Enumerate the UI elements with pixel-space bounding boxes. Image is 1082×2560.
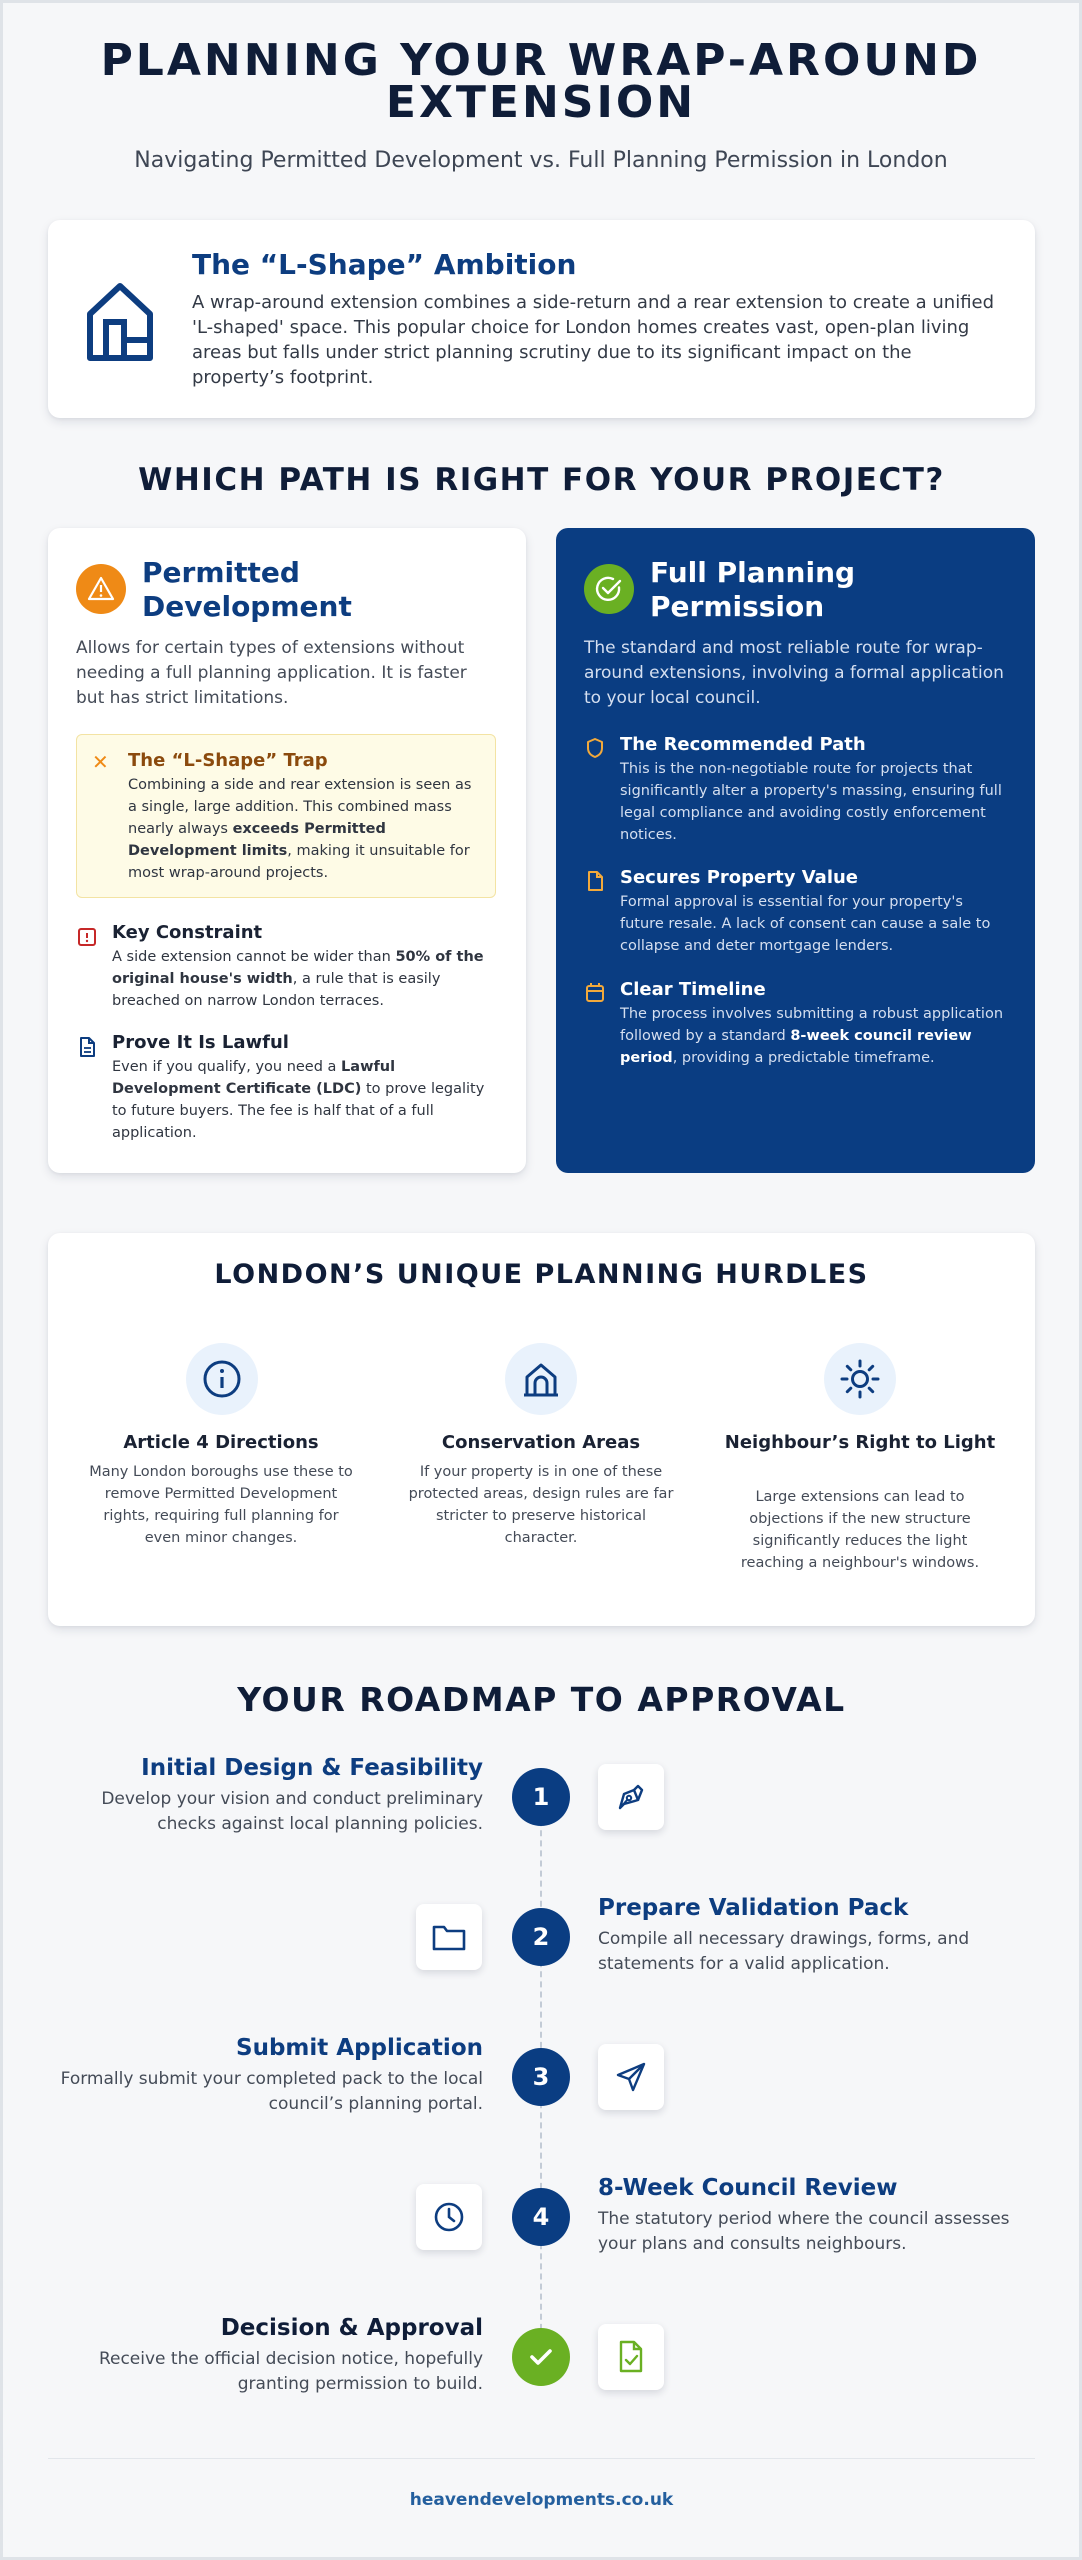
property-value-text: Formal approval is essential for your property's future resale. A lack of consent can cause a sale to collapse and deter mortgage lenders.	[620, 894, 991, 954]
check-circle-icon	[584, 564, 634, 614]
step-number-badge: 2	[512, 1908, 570, 1966]
step-text: Compile all necessary drawings, forms, and statements for a valid application.	[598, 1929, 970, 1974]
hurdle-title: Article 4 Directions	[123, 1432, 319, 1453]
hurdle-text: Large extensions can lead to objections if the new structure significantly reduces the light reaching a neighbour's windows.	[740, 1489, 980, 1571]
clear-timeline-text: The process involves submitting a robust application followed by a standard 8-week council review period, providing a predictable timeframe.	[620, 1006, 1004, 1066]
page-title: PLANNING YOUR WRAP-AROUND EXTENSION	[100, 35, 982, 128]
document-icon	[76, 1036, 98, 1058]
step-title: Initial Design & Feasibility	[141, 1755, 483, 1781]
recommended-path-text: This is the non-negotiable route for projects that significantly alter a property's massing, ensuring full legal compliance and avoiding costly enforcement notices.	[620, 761, 1002, 843]
key-constraint-heading: Key Constraint	[112, 922, 263, 943]
sun-icon	[824, 1343, 896, 1415]
file-icon	[584, 870, 606, 892]
step-text: Develop your vision and conduct preliminary checks against local planning policies.	[101, 1789, 483, 1834]
intro-heading: The “L-Shape” Ambition	[192, 248, 577, 281]
permitted-development-heading: Permitted Development	[142, 556, 352, 623]
hurdle-title: Conservation Areas	[441, 1432, 641, 1453]
full-planning-card	[556, 528, 1035, 1173]
hurdle-text: Many London boroughs use these to remove Permitted Development rights, requiring full planning for even minor changes.	[89, 1464, 353, 1546]
step-number-badge: 1	[512, 1768, 570, 1826]
key-constraint-text: A side extension cannot be wider than 50% of the original house's width, a rule that is easily breached on narrow London terraces.	[112, 949, 484, 1009]
property-value-heading: Secures Property Value	[620, 867, 859, 888]
check-icon	[512, 2328, 570, 2386]
step-title: Prepare Validation Pack	[598, 1895, 909, 1921]
pen-tool-icon	[598, 1764, 664, 1830]
warning-icon	[76, 564, 126, 614]
send-icon	[598, 2044, 664, 2110]
arch-icon	[505, 1343, 577, 1415]
trap-heading: The “L-Shape” Trap	[128, 750, 328, 771]
clear-timeline-heading: Clear Timeline	[620, 979, 766, 1000]
step-title: 8-Week Council Review	[598, 2175, 898, 2201]
alert-square-icon	[76, 926, 98, 948]
clock-icon	[416, 2184, 482, 2250]
hurdle-title: Neighbour’s Right to Light	[724, 1432, 996, 1453]
footer-website-link[interactable]: heavendevelopments.co.uk	[409, 2490, 674, 2510]
prove-lawful-heading: Prove It Is Lawful	[112, 1032, 289, 1053]
intro-text: A wrap-around extension combines a side-return and a rear extension to create a unified 'L-shaped' space. This popular choice for London homes creates vast, open-plan living areas but falls under strict planning scrutiny due to its significant impact on the property’s footprint.	[192, 292, 995, 388]
prove-lawful-text: Even if you qualify, you need a Lawful Development Certificate (LDC) to prove legality to future buyers. The fee is half that of a full application.	[112, 1059, 485, 1141]
footer-divider	[48, 2458, 1035, 2459]
full-planning-heading: Full Planning Permission	[650, 556, 856, 623]
hurdles-heading: LONDON’S UNIQUE PLANNING HURDLES	[214, 1259, 869, 1290]
recommended-path-heading: The Recommended Path	[620, 734, 866, 755]
shield-icon	[584, 737, 606, 759]
house-icon	[84, 278, 156, 362]
page-subtitle: Navigating Permitted Development vs. Full Planning Permission in London	[134, 148, 948, 173]
folder-icon	[416, 1904, 482, 1970]
step-number-badge: 3	[512, 2048, 570, 2106]
step-number-badge: 4	[512, 2188, 570, 2246]
full-planning-text: The standard and most reliable route for wrap-around extensions, involving a formal application to your local council.	[584, 638, 1004, 708]
step-text: Formally submit your completed pack to the local council’s planning portal.	[60, 2069, 483, 2114]
roadmap-heading: YOUR ROADMAP TO APPROVAL	[237, 1680, 846, 1719]
permitted-development-text: Allows for certain types of extensions without needing a full planning application. It is faster but has strict limitations.	[76, 638, 467, 708]
x-icon: ✕	[92, 750, 109, 774]
step-title: Submit Application	[236, 2035, 483, 2061]
hurdle-text: If your property is in one of these protected areas, design rules are far stricter to preserve historical character.	[408, 1464, 674, 1546]
info-icon	[186, 1343, 258, 1415]
trap-text: Combining a side and rear extension is seen as a single, large addition. This combined mass nearly always exceeds Permitted Development limits, making it unsuitable for most wrap-around projects.	[128, 777, 472, 881]
step-text: Receive the official decision notice, hopefully granting permission to build.	[98, 2349, 483, 2394]
paths-heading: WHICH PATH IS RIGHT FOR YOUR PROJECT?	[138, 462, 945, 498]
file-check-icon	[598, 2324, 664, 2390]
calendar-icon	[584, 981, 606, 1003]
step-title: Decision & Approval	[220, 2315, 483, 2341]
step-text: The statutory period where the council assesses your plans and consults neighbours.	[598, 2209, 1010, 2254]
